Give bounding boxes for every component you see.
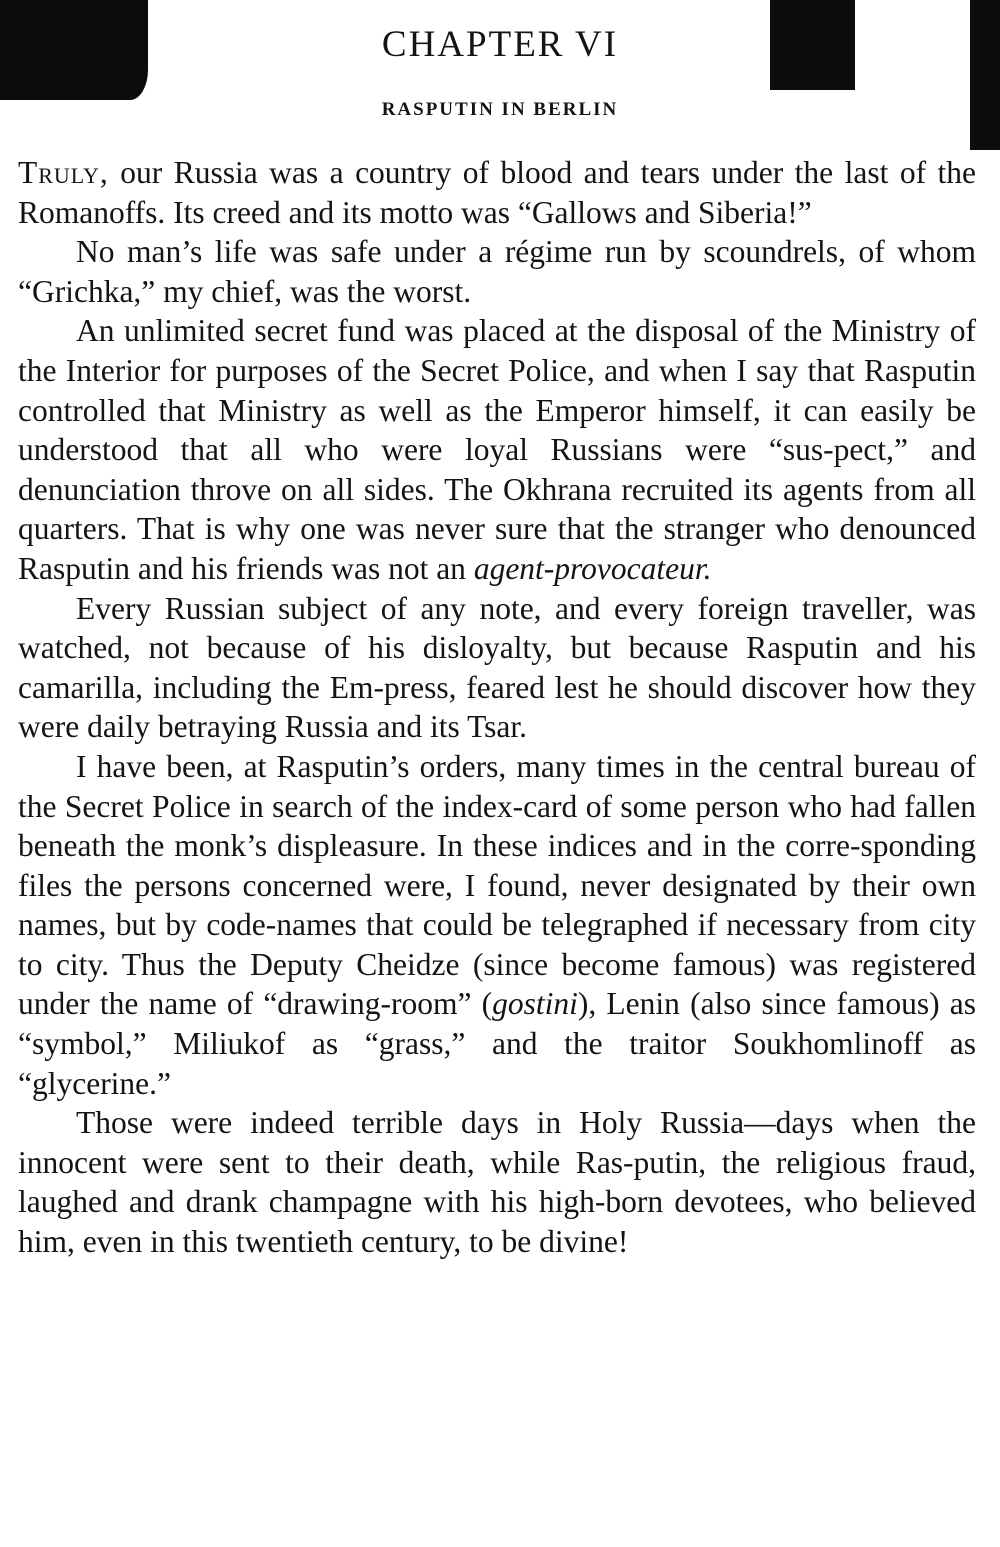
paragraph-3-text: An unlimited secret fund was placed at the disposal of the Ministry of the Interior for purposes of the Secret Police, and when I say that Rasputin controlled that Ministry as well as the Emperor himself, it can easily be understood that all who were loyal Russians were “sus-pect,” and denunciation throve on all sides. The Okhrana recruited its agents from all quarters. That is why one was never sure that the stranger who denounced Rasputin and his friends was not an xyxy=(18,313,976,586)
paragraph-5-after: ), Lenin (also since famous) as “symbol,” Miliukof as “grass,” and the traitor Soukhomlinoff as “glycerine.” xyxy=(18,986,976,1101)
paragraph-4-text: Every Russian subject of any note, and every foreign traveller, was watched, not because of his disloyalty, but because Rasputin and his camarilla, including the Em-press, feared lest he should discover how they were daily betraying Russia and its Tsar. xyxy=(18,590,976,745)
paragraph-5-italic: gostini xyxy=(492,986,578,1022)
paragraph-6-text: Those were indeed terrible days in Holy Russia—days when the innocent were sent to their death, while Ras-putin, the religious fraud, laughed and drank champagne with his high-born devotees, who believed him, even in this twentieth century, to be divine! xyxy=(18,1105,976,1260)
paragraph-6 xyxy=(18,1103,976,1261)
paragraph-4 xyxy=(18,589,976,747)
paragraph-5 xyxy=(18,747,976,1103)
chapter-subtitle: RASPUTIN IN BERLIN xyxy=(381,99,619,120)
paragraph-5-text: I have been, at Rasputin’s orders, many times in the central bureau of the Secret Police in search of the index-card of some person who had fallen beneath the monk’s displeasure. In these indices and in the corre-sponding files the persons concerned were, I found, never designated by their own names, but by code-names that could be telegraphed if necessary from city to city. Thus the Deputy Cheidze (since become famous) was registered under the name of “drawing-room” ( xyxy=(18,748,976,1022)
body-text xyxy=(18,153,976,1262)
paragraph-1-text: our Russia was a country of blood and tears under the last of the Romanoffs. Its creed and its motto was “Gallows and Siberia!” xyxy=(18,155,976,230)
paragraph-2 xyxy=(18,232,976,311)
paragraph-3-italic: agent-provocateur. xyxy=(473,550,712,586)
paragraph-3 xyxy=(18,311,976,588)
chapter-heading: CHAPTER VI xyxy=(381,24,619,65)
paragraph-1 xyxy=(18,153,976,232)
paragraph-2-text: No man’s life was safe under a régime run by scoundrels, of whom “Grichka,” my chief, was the worst. xyxy=(18,234,976,309)
lead-word: Truly, xyxy=(18,155,109,190)
